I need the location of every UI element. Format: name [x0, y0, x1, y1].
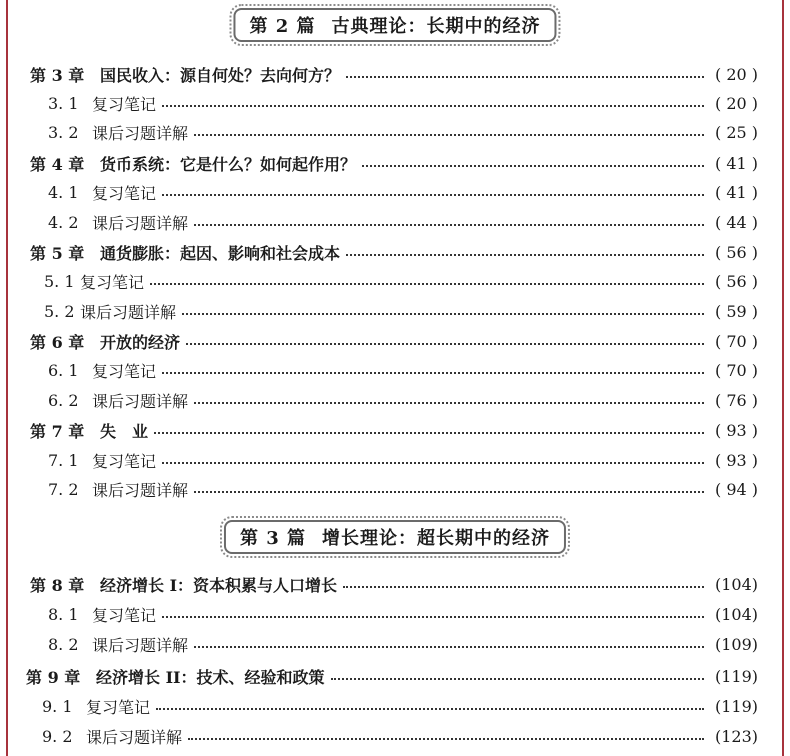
section-number: 8. 1	[48, 604, 79, 624]
section-number: 3. 2	[48, 122, 79, 142]
toc-entry-chapter-6[interactable]	[30, 327, 758, 355]
toc-entry-chapter-9[interactable]	[26, 662, 758, 690]
dot-leader	[154, 432, 704, 434]
chapter-title: 经济增长 II：技术、经验和政策	[96, 667, 325, 687]
page-number: (119)	[714, 696, 758, 716]
toc-entry-section-3-1[interactable]	[48, 89, 758, 117]
dot-leader	[162, 462, 704, 464]
page-number: ( 70 )	[714, 360, 758, 380]
chapter-title: 国民收入：源自何处？去向何方？	[100, 65, 341, 85]
dot-leader	[346, 76, 704, 78]
dot-leader	[331, 678, 704, 680]
chapter-number: 第 5 章	[30, 243, 85, 263]
section-title: 课后习题详解	[80, 302, 177, 322]
page-number: ( 70 )	[714, 331, 758, 351]
page-number: ( 25 )	[714, 122, 758, 142]
page-number: ( 56 )	[714, 242, 758, 262]
chapter-number: 第 3 章	[30, 65, 85, 85]
section-title: 复习笔记	[92, 183, 157, 203]
section-title: 课后习题详解	[92, 123, 189, 143]
dot-leader	[194, 402, 704, 404]
page-number: ( 56 )	[714, 271, 758, 291]
dot-leader	[194, 134, 704, 136]
chapter-title: 开放的经济	[100, 332, 181, 352]
toc-entry-chapter-3[interactable]	[30, 60, 758, 88]
dot-leader	[162, 105, 704, 107]
dot-leader	[343, 586, 704, 588]
section-title: 复习笔记	[92, 605, 157, 625]
chapter-number: 第 9 章	[26, 667, 81, 687]
section-title: 课后习题详解	[86, 727, 183, 747]
section-title: 复习笔记	[92, 361, 157, 381]
chapter-title: 通货膨胀：起因、影响和社会成本	[100, 243, 341, 263]
section-number: 6. 2	[48, 390, 79, 410]
page-number: (123)	[714, 726, 758, 746]
page-number: ( 93 )	[714, 450, 758, 470]
toc-entry-section-6-1[interactable]	[48, 356, 758, 384]
chapter-title: 失 业	[100, 421, 149, 441]
toc-entry-section-7-1[interactable]	[48, 446, 758, 474]
toc-entry-chapter-4[interactable]	[30, 149, 758, 177]
page-number: ( 20 )	[714, 64, 758, 84]
dot-leader	[186, 343, 704, 345]
chapter-number: 第 8 章	[30, 575, 85, 595]
section-title: 复习笔记	[80, 272, 145, 292]
section-number: 5. 2	[44, 301, 75, 321]
dot-leader	[362, 165, 704, 167]
section-title: 课后习题详解	[92, 480, 189, 500]
section-number: 6. 1	[48, 360, 79, 380]
section-number: 7. 1	[48, 450, 79, 470]
chapter-title: 经济增长 I：资本积累与人口增长	[100, 575, 338, 595]
toc-entry-chapter-5[interactable]	[30, 238, 758, 266]
toc-entry-section-5-2[interactable]	[44, 297, 758, 325]
section-title: 复习笔记	[92, 94, 157, 114]
section-number: 9. 1	[42, 696, 73, 716]
toc-entry-section-8-1[interactable]	[48, 600, 758, 628]
section-title: 课后习题详解	[92, 635, 189, 655]
page-number: (119)	[714, 666, 758, 686]
chapter-number: 第 6 章	[30, 332, 85, 352]
toc-entry-section-6-2[interactable]	[48, 386, 758, 414]
toc-entry-section-4-2[interactable]	[48, 208, 758, 236]
dot-leader	[162, 616, 704, 618]
page-number: ( 59 )	[714, 301, 758, 321]
chapter-number: 第 7 章	[30, 421, 85, 441]
page-number: ( 20 )	[714, 93, 758, 113]
dot-leader	[150, 283, 704, 285]
toc-entry-chapter-8[interactable]	[30, 570, 758, 598]
section-title: 复习笔记	[92, 451, 157, 471]
page-number: (109)	[714, 634, 758, 654]
dot-leader	[182, 313, 704, 315]
toc-entry-section-4-1[interactable]	[48, 178, 758, 206]
page-number: ( 76 )	[714, 390, 758, 410]
page-border-right	[782, 0, 784, 756]
dot-leader	[194, 491, 704, 493]
dot-leader	[194, 646, 704, 648]
toc-entry-chapter-7[interactable]	[30, 416, 758, 444]
page-number: ( 93 )	[714, 420, 758, 440]
toc-entry-section-5-1[interactable]	[44, 267, 758, 295]
toc-entry-section-7-2[interactable]	[48, 475, 758, 503]
page-number: (104)	[714, 574, 758, 594]
section-number: 8. 2	[48, 634, 79, 654]
part-label: 第 2 篇	[249, 16, 316, 37]
section-number: 9. 2	[42, 726, 73, 746]
section-title: 课后习题详解	[92, 213, 189, 233]
page-number: ( 94 )	[714, 479, 758, 499]
dot-leader	[162, 194, 704, 196]
dot-leader	[188, 738, 704, 740]
toc-entry-section-9-2[interactable]	[42, 722, 758, 750]
section-number: 4. 1	[48, 182, 79, 202]
section-number: 5. 1	[44, 271, 75, 291]
toc-entry-section-3-2[interactable]	[48, 118, 758, 146]
dot-leader	[194, 224, 704, 226]
chapter-title: 货币系统：它是什么？如何起作用？	[100, 154, 357, 174]
part-banner	[233, 8, 556, 42]
section-number: 3. 1	[48, 93, 79, 113]
section-title: 复习笔记	[86, 697, 151, 717]
part-label: 第 3 篇	[239, 528, 307, 549]
part-banner	[224, 520, 566, 554]
page-number: ( 41 )	[714, 182, 758, 202]
part-title: 增长理论：超长期中的经济	[322, 528, 551, 549]
part-title: 古典理论：长期中的经济	[331, 16, 541, 37]
section-title: 课后习题详解	[92, 391, 189, 411]
dot-leader	[346, 254, 704, 256]
section-number: 7. 2	[48, 479, 79, 499]
page-number: (104)	[714, 604, 758, 624]
dot-leader	[162, 372, 704, 374]
section-number: 4. 2	[48, 212, 79, 232]
page-number: ( 44 )	[714, 212, 758, 232]
toc-entry-section-9-1[interactable]	[42, 692, 758, 720]
dot-leader	[156, 708, 704, 710]
toc-entry-section-8-2[interactable]	[48, 630, 758, 658]
page-border-left	[6, 0, 8, 756]
chapter-number: 第 4 章	[30, 154, 85, 174]
page-number: ( 41 )	[714, 153, 758, 173]
